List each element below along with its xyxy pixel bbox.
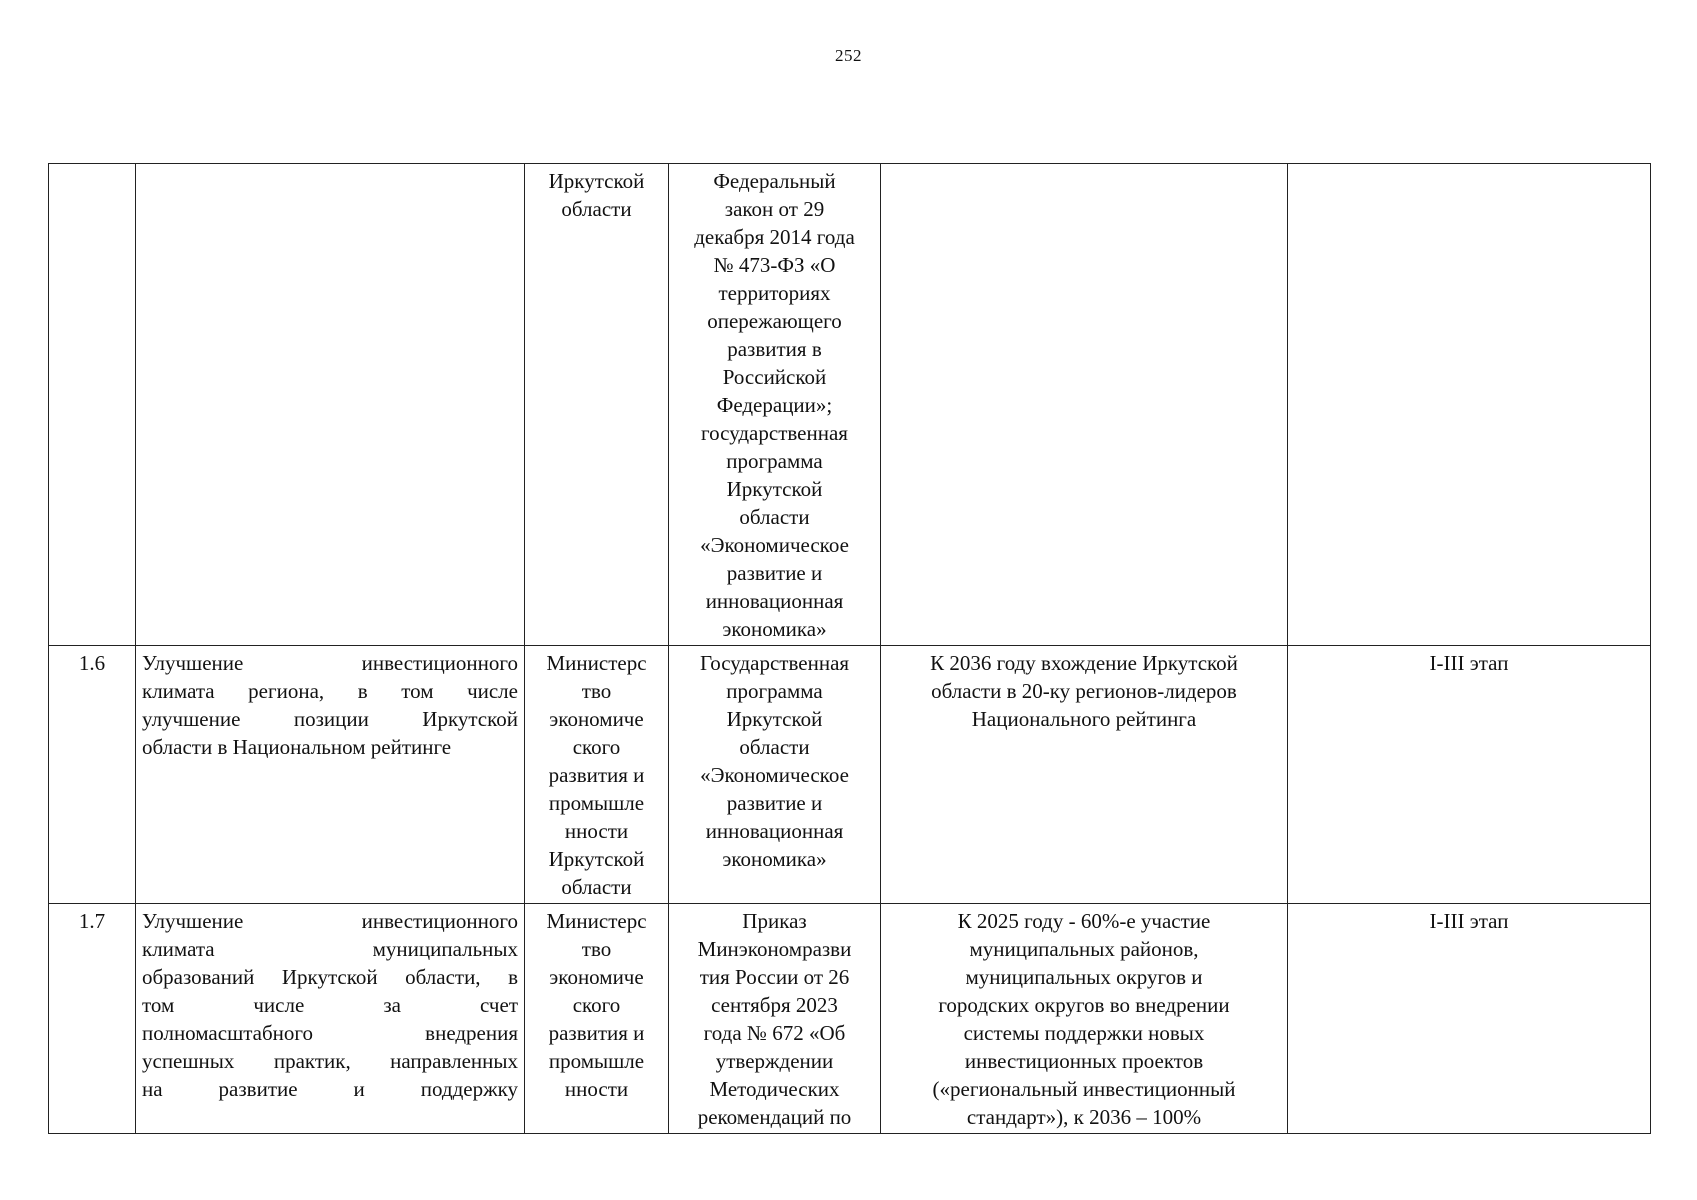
document-line: Методических	[709, 1077, 840, 1101]
result-cell	[881, 164, 1288, 646]
stage-cell	[1288, 164, 1651, 646]
result-line: инвестиционных проектов	[964, 1049, 1204, 1073]
document-line: рекомендаций по	[697, 1105, 852, 1129]
result-line: городских округов во внедрении	[938, 993, 1230, 1017]
document-line: Иркутской	[726, 477, 823, 501]
responsible-line: промышле	[548, 1049, 645, 1073]
responsible-line: области	[561, 197, 632, 221]
document-line: сентября 2023	[711, 993, 838, 1017]
document-line: территориях	[718, 281, 831, 305]
responsible-line: Министерс	[546, 651, 647, 675]
measure-name-line: том числе за счет	[142, 993, 518, 1017]
responsible-line: экономиче	[549, 965, 644, 989]
document-line: Иркутской	[726, 707, 823, 731]
responsible-line: экономиче	[549, 707, 644, 731]
result-cell	[881, 646, 1288, 904]
measure-name-line: области в Национальном рейтинге	[142, 735, 452, 759]
document-line: «Экономическое	[700, 763, 849, 787]
responsible-line: области	[561, 875, 632, 899]
document-line: развитие и	[726, 791, 823, 815]
document-line: программа	[726, 449, 823, 473]
result-line: Национального рейтинга	[971, 707, 1197, 731]
result-line: муниципальных районов,	[969, 937, 1199, 961]
document-cell	[669, 164, 881, 646]
responsible-line: ского	[572, 735, 621, 759]
document-line: № 473-ФЗ «О	[713, 253, 836, 277]
document-cell	[669, 904, 881, 1134]
document-line: опережающего	[707, 309, 842, 333]
item-number-cell: 1.6	[49, 646, 136, 904]
document-line: развитие и	[726, 561, 823, 585]
result-line: области в 20-ку регионов-лидеров	[931, 679, 1237, 703]
document-line: инновационная	[705, 589, 844, 613]
responsible-line: Министерс	[546, 909, 647, 933]
responsible-line: развития и	[548, 1021, 645, 1045]
measure-name-line: Улучшение инвестиционного	[142, 651, 518, 675]
measure-name-cell	[136, 646, 525, 904]
result-line: («региональный инвестиционный	[932, 1077, 1236, 1101]
measure-name-cell	[136, 164, 525, 646]
measure-name-line: улучшение позиции Иркутской	[142, 707, 518, 731]
responsible-line: Иркутской	[548, 847, 645, 871]
responsible-line: нности	[564, 819, 629, 843]
document-line: утверждении	[715, 1049, 834, 1073]
measure-name-line: климата муниципальных	[142, 937, 518, 961]
result-line: К 2036 году вхождение Иркутской	[930, 651, 1238, 675]
document-line: Минэкономразви	[697, 937, 852, 961]
document-line: Российской	[722, 365, 827, 389]
measure-name-line: образований Иркутской области, в	[142, 965, 518, 989]
document-line: инновационная	[705, 819, 844, 843]
table-row	[49, 164, 1651, 646]
document-line: области	[739, 735, 810, 759]
responsible-line: ского	[572, 993, 621, 1017]
document-line: Государственная	[699, 651, 850, 675]
responsible-line: нности	[564, 1077, 629, 1101]
document-line: Федерации»;	[716, 393, 833, 417]
document-line: экономика»	[722, 617, 827, 641]
responsible-line: тво	[581, 679, 612, 703]
responsible-line: развития и	[548, 763, 645, 787]
page-number: 252	[835, 46, 862, 65]
document-line: программа	[726, 679, 823, 703]
measure-name-line: успешных практик, направленных	[142, 1049, 518, 1073]
document-line: государственная	[701, 421, 848, 445]
result-cell	[881, 904, 1288, 1134]
document-line: развития в	[727, 337, 822, 361]
result-line: муниципальных округов и	[965, 965, 1203, 989]
result-line: К 2025 году - 60%-е участие	[957, 909, 1211, 933]
stage-cell: I-III этап	[1288, 904, 1651, 1134]
document-line: «Экономическое	[700, 533, 849, 557]
plan-table	[48, 163, 1651, 1134]
responsible-cell	[525, 164, 669, 646]
item-number-cell	[49, 164, 136, 646]
responsible-line: тво	[581, 937, 612, 961]
stage-cell: I-III этап	[1288, 646, 1651, 904]
document-line: Приказ	[742, 909, 807, 933]
result-line: системы поддержки новых	[963, 1021, 1205, 1045]
item-number-cell: 1.7	[49, 904, 136, 1134]
measure-name-line: на развитие и поддержку	[142, 1077, 518, 1101]
document-cell	[669, 646, 881, 904]
document-line: области	[739, 505, 810, 529]
measure-name-line: климата региона, в том числе	[142, 679, 518, 703]
document-line: Федеральный	[713, 169, 836, 193]
responsible-cell	[525, 904, 669, 1134]
table-row	[49, 646, 1651, 904]
responsible-cell	[525, 646, 669, 904]
document-line: декабря 2014 года	[694, 225, 855, 249]
measure-name-line: Улучшение инвестиционного	[142, 909, 518, 933]
document-line: тия России от 26	[699, 965, 850, 989]
document-line: экономика»	[722, 847, 827, 871]
responsible-line: промышле	[548, 791, 645, 815]
responsible-line: Иркутской	[548, 169, 645, 193]
result-line: стандарт»), к 2036 – 100%	[966, 1105, 1202, 1129]
table-row	[49, 904, 1651, 1134]
measure-name-cell	[136, 904, 525, 1134]
document-line: года № 672 «Об	[703, 1021, 846, 1045]
document-line: закон от 29	[724, 197, 825, 221]
measure-name-line: полномасштабного внедрения	[142, 1021, 518, 1045]
